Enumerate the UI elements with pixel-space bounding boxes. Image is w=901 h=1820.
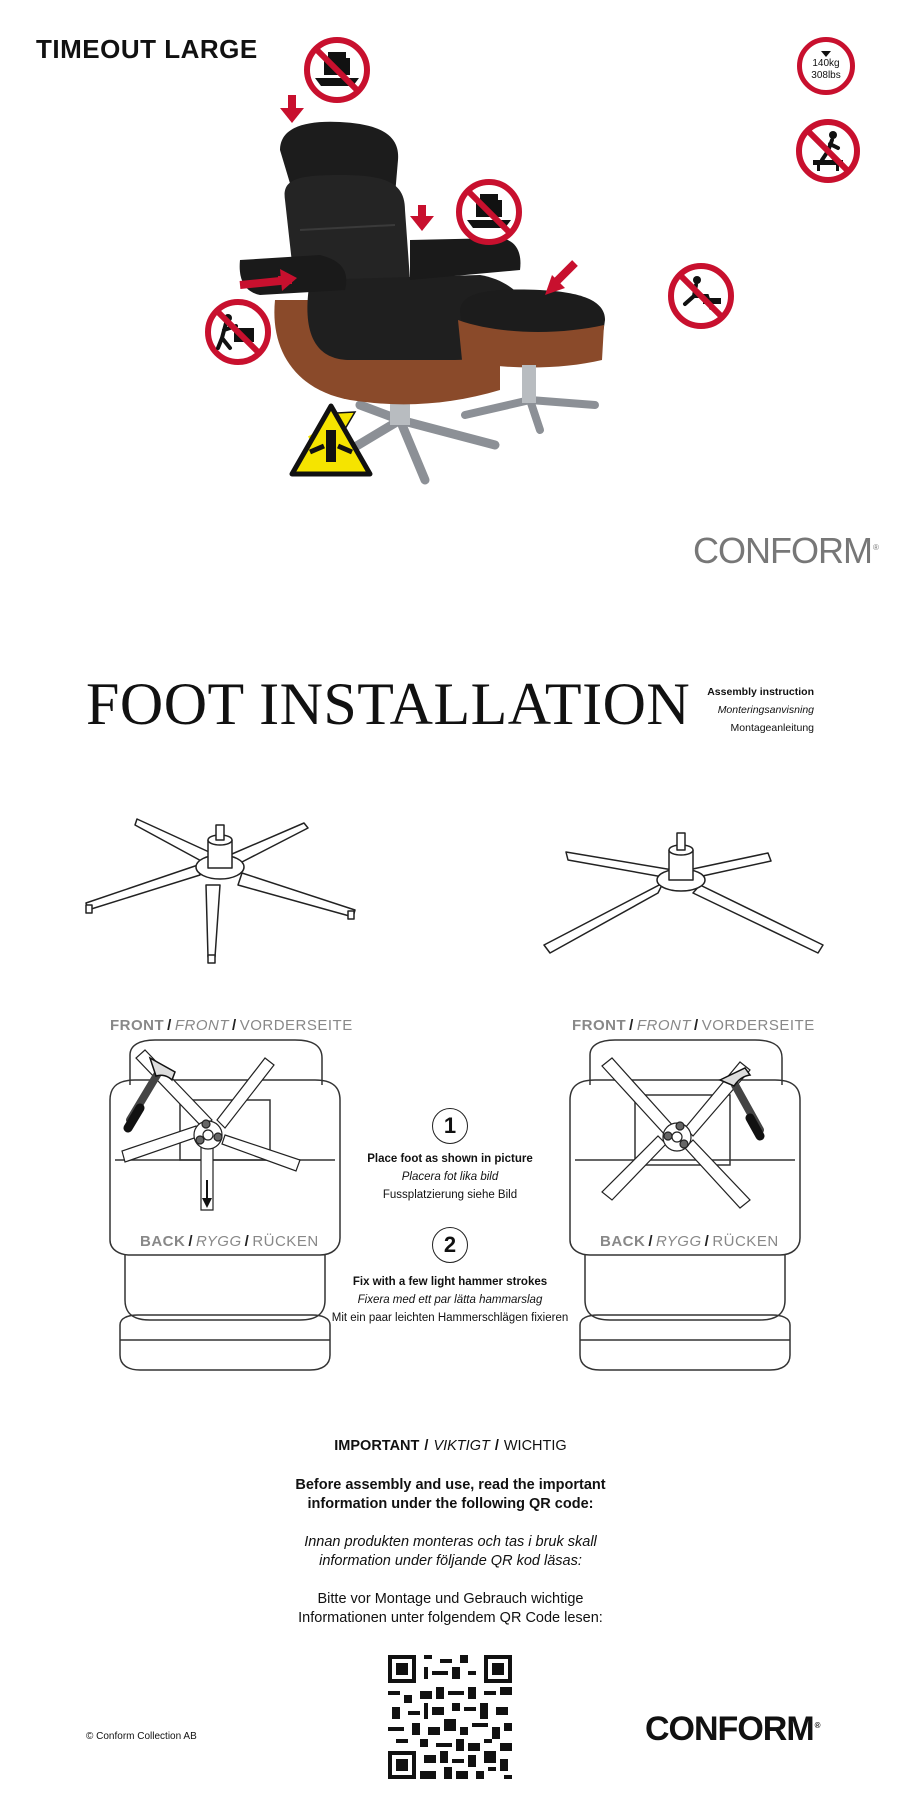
step-1-de: Fussplatzierung siehe Bild	[382, 1189, 518, 1201]
brand-logo-bottom	[645, 1710, 820, 1749]
weight-limit-badge	[797, 37, 855, 95]
separator: /	[704, 1233, 710, 1250]
separator: /	[188, 1233, 194, 1250]
back-en: BACK	[140, 1233, 186, 1250]
front-en: FRONT	[110, 1017, 165, 1034]
assembly-sv: Monteringsanvisning	[717, 704, 814, 716]
back-de: RÜCKEN	[712, 1233, 779, 1250]
back-de: RÜCKEN	[252, 1233, 319, 1250]
no-heavy-load-icon	[303, 36, 371, 104]
section-title: FOOT INSTALLATION	[86, 671, 691, 737]
no-sitting-on-footstool-edge-icon	[667, 262, 735, 330]
qr-code-icon[interactable]	[388, 1655, 512, 1779]
product-title: TIMEOUT LARGE	[36, 34, 258, 64]
separator: /	[232, 1017, 237, 1034]
copyright: © Conform Collection AB	[86, 1731, 197, 1742]
back-sv: RYGG	[196, 1233, 242, 1250]
important-heading: IMPORTANT / VIKTIGT / WICHTIG	[334, 1438, 567, 1454]
important-de: WICHTIG	[503, 1438, 567, 1454]
important-sv-line: information under följande QR kod läsas:	[319, 1553, 582, 1569]
important-sv: VIKTIGT	[433, 1438, 490, 1454]
no-heavy-load-icon	[455, 178, 523, 246]
chair-foot-diagram	[80, 815, 370, 970]
step-1-en: Place foot as shown in picture	[367, 1153, 533, 1165]
step-2-de: Mit ein paar leichten Hammerschlägen fixieren	[331, 1312, 569, 1324]
hammer-icon	[720, 1068, 760, 1136]
important-de-text	[250, 1590, 651, 1628]
back-sv: RYGG	[656, 1233, 702, 1250]
step-1-sv: Placera fot lika bild	[401, 1171, 499, 1183]
back-label-left	[140, 1233, 319, 1250]
step-2-text	[320, 1273, 580, 1327]
ottoman-foot-diagram	[538, 825, 828, 965]
assembly-de: Montageanleitung	[730, 722, 814, 734]
brand-mark: ®	[814, 1720, 820, 1730]
important-en-text	[250, 1476, 651, 1514]
step-1-number: 1	[432, 1108, 468, 1144]
step-1-text	[320, 1150, 580, 1204]
step-2-number: 2	[432, 1227, 468, 1263]
important-sv-line: Innan produkten monteras och tas i bruk skall	[304, 1534, 597, 1550]
ottoman-star-base	[465, 400, 595, 430]
important-en-line: information under the following QR code:	[307, 1496, 594, 1512]
important-de-line: Informationen unter folgendem QR Code lesen:	[298, 1610, 603, 1626]
front-en: FRONT	[572, 1017, 627, 1034]
pinch-hazard-icon	[288, 402, 374, 478]
brand-name: CONFORM	[645, 1710, 814, 1748]
important-sv-text	[250, 1533, 651, 1571]
important-de-line: Bitte vor Montage und Gebrauch wichtige	[317, 1591, 584, 1607]
step-2-sv: Fixera med ett par lätta hammarslag	[357, 1294, 543, 1306]
assembly-instruction-label	[640, 683, 814, 737]
separator: /	[694, 1017, 699, 1034]
brand-logo-top	[693, 530, 878, 572]
chair-top-view-chair	[100, 1040, 350, 1380]
ottoman-top-view-chair	[560, 1040, 810, 1380]
back-label-right	[600, 1233, 779, 1250]
separator: /	[244, 1233, 250, 1250]
brand-mark: ®	[872, 543, 878, 552]
front-sv: FRONT	[174, 1017, 230, 1034]
front-label-right	[572, 1017, 815, 1034]
front-de: VORDERSEITE	[701, 1017, 815, 1034]
front-de: VORDERSEITE	[239, 1017, 353, 1034]
front-label-left	[110, 1017, 353, 1034]
step-2-en: Fix with a few light hammer strokes	[352, 1276, 548, 1288]
arrow-down-icon	[821, 51, 831, 57]
weight-kg: 140kg	[812, 57, 840, 69]
separator: /	[167, 1017, 172, 1034]
assembly-en: Assembly instruction	[707, 686, 814, 698]
separator: /	[648, 1233, 654, 1250]
back-en: BACK	[600, 1233, 646, 1250]
no-standing-on-chair-icon	[795, 118, 861, 184]
weight-lbs: 308lbs	[811, 69, 841, 81]
brand-name: CONFORM	[693, 530, 872, 571]
front-sv: FRONT	[636, 1017, 692, 1034]
separator: /	[629, 1017, 634, 1034]
no-lifting-by-armrest-icon	[204, 298, 272, 366]
important-en: IMPORTANT	[334, 1438, 420, 1454]
important-en-line: Before assembly and use, read the important	[295, 1477, 606, 1493]
